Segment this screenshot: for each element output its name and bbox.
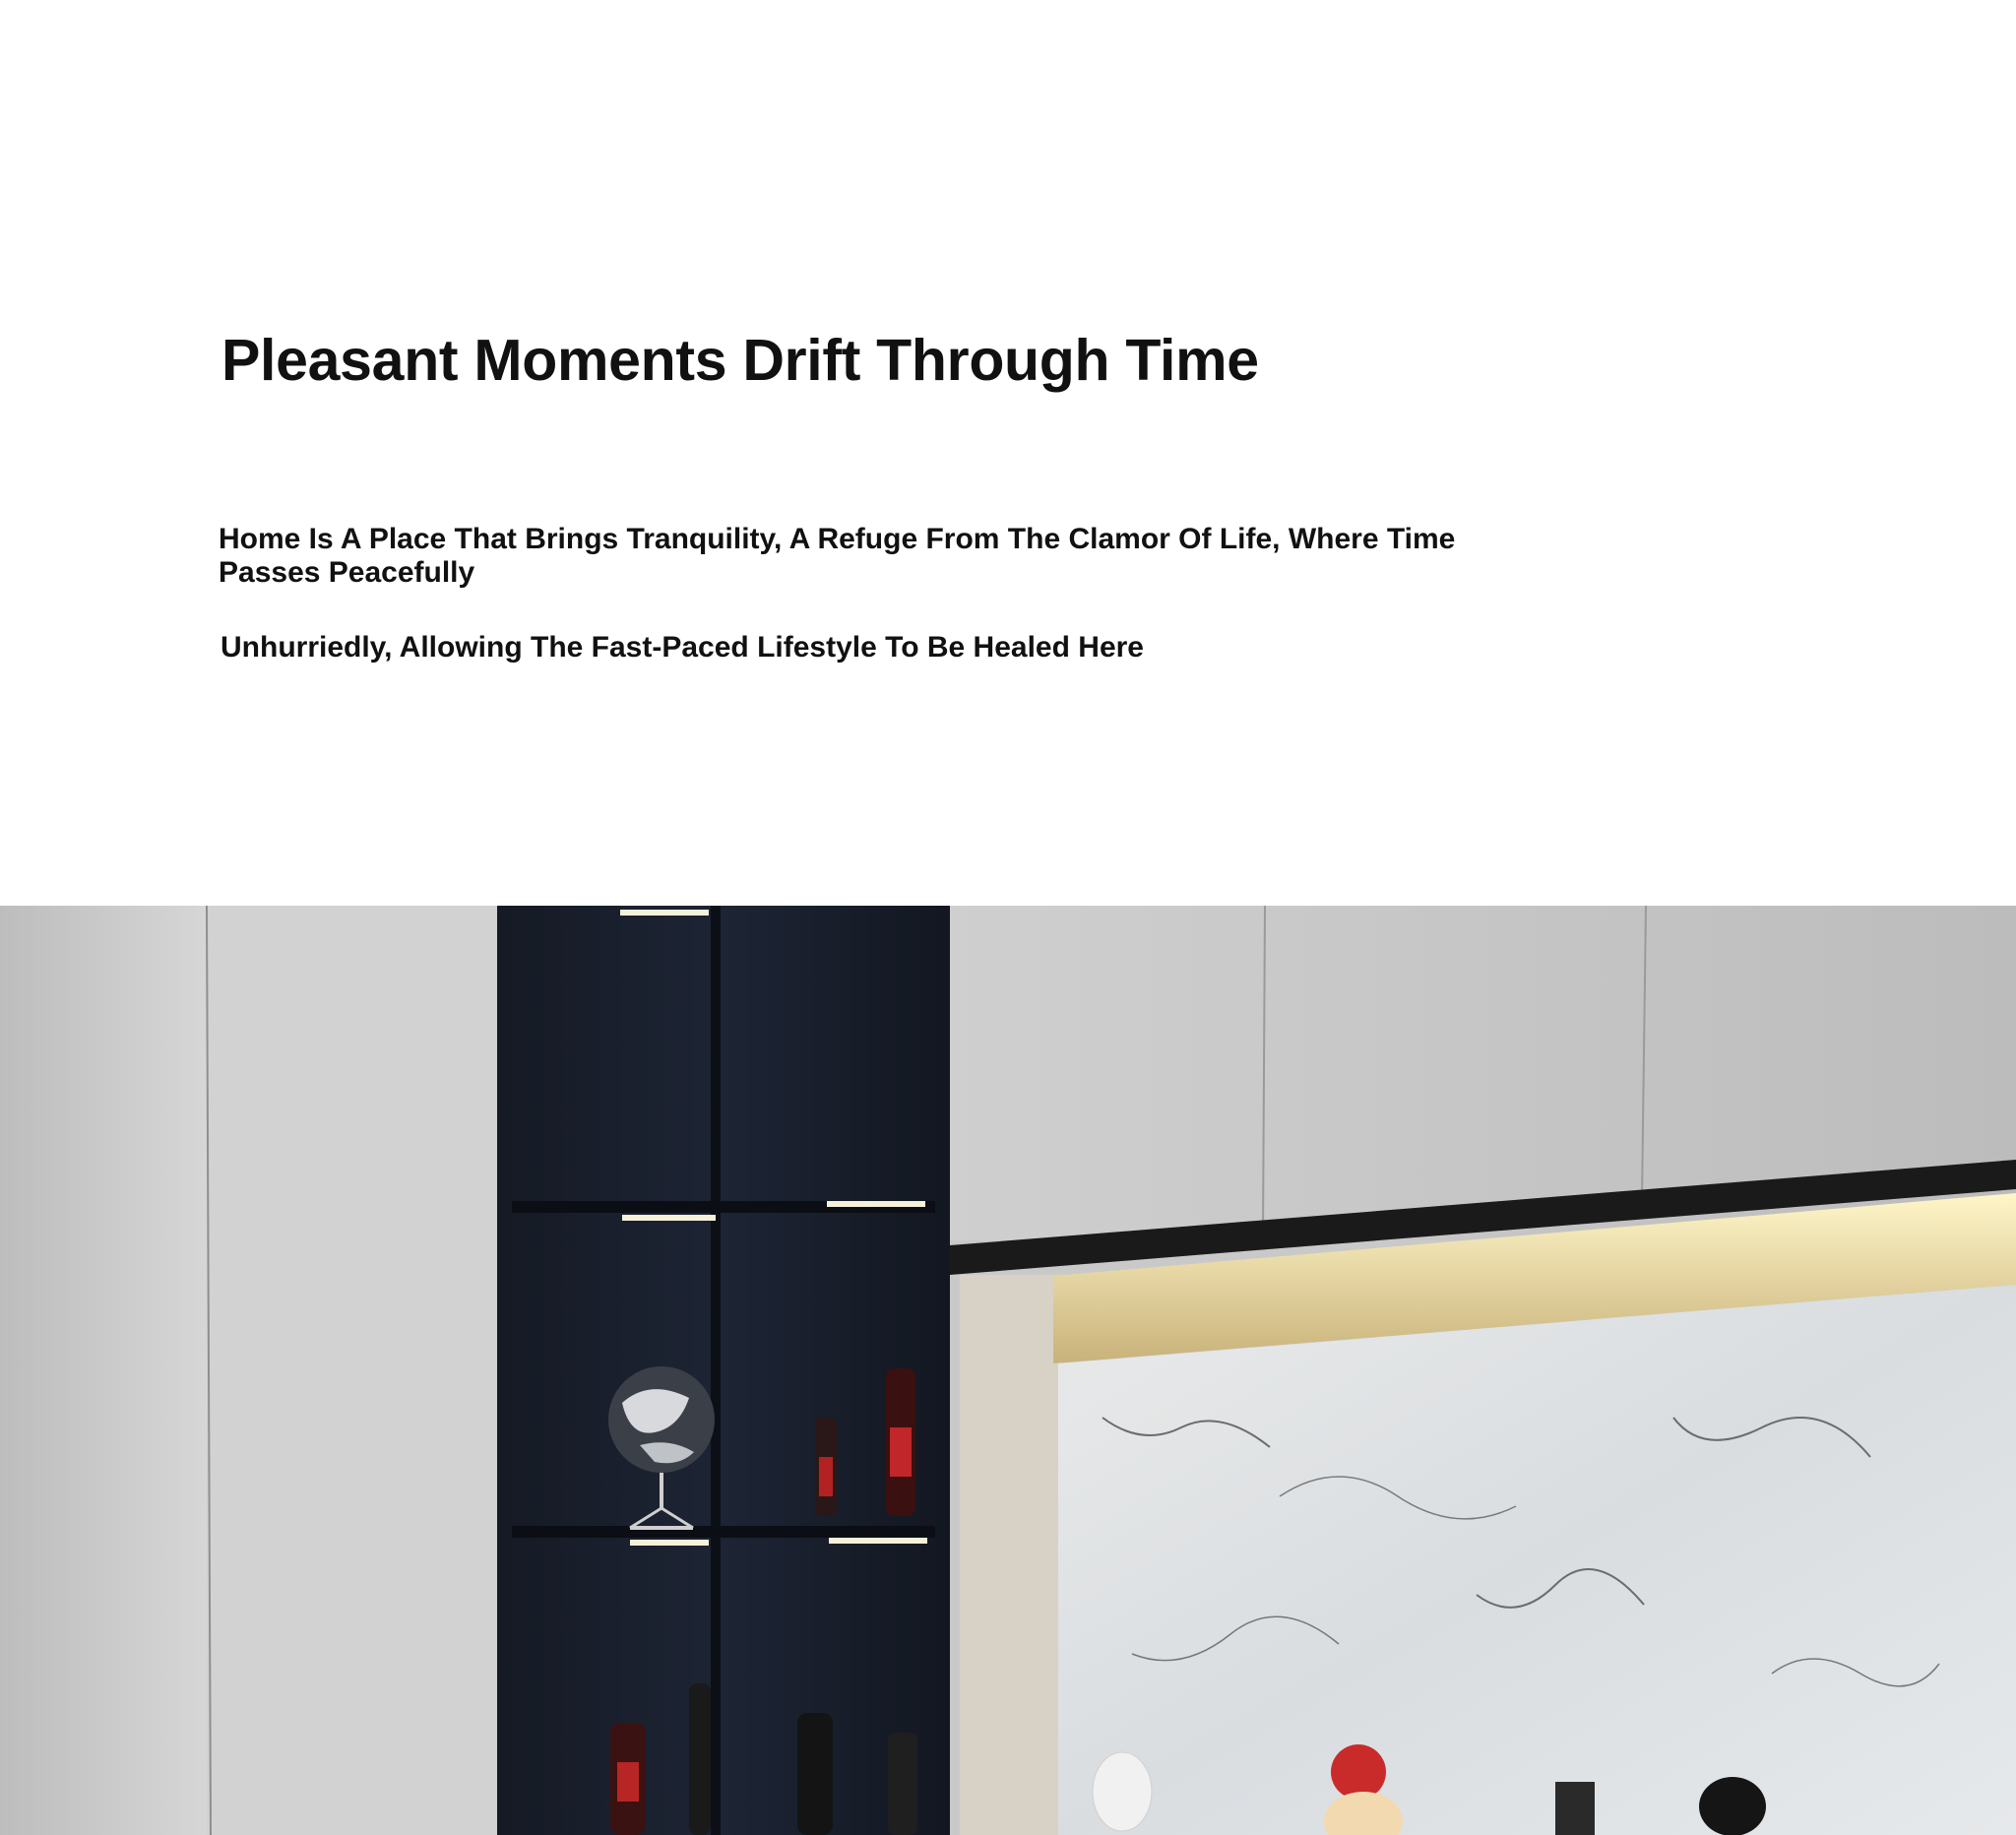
intro-paragraph: Home Is A Place That Brings Tranquility, A Refuge From The Clamor Of Life, Where Time Passes Peacefully [219, 523, 1456, 589]
interior-photo [0, 906, 2016, 1835]
secondary-paragraph: Unhurriedly, Allowing The Fast-Paced Lifestyle To Be Healed Here [220, 631, 1144, 664]
page-title: Pleasant Moments Drift Through Time [221, 328, 1259, 393]
left-wall-panels [0, 906, 502, 1835]
marble-wall [1058, 1285, 2016, 1835]
hero-text-section [0, 0, 2016, 906]
display-cabinet [497, 906, 950, 1835]
